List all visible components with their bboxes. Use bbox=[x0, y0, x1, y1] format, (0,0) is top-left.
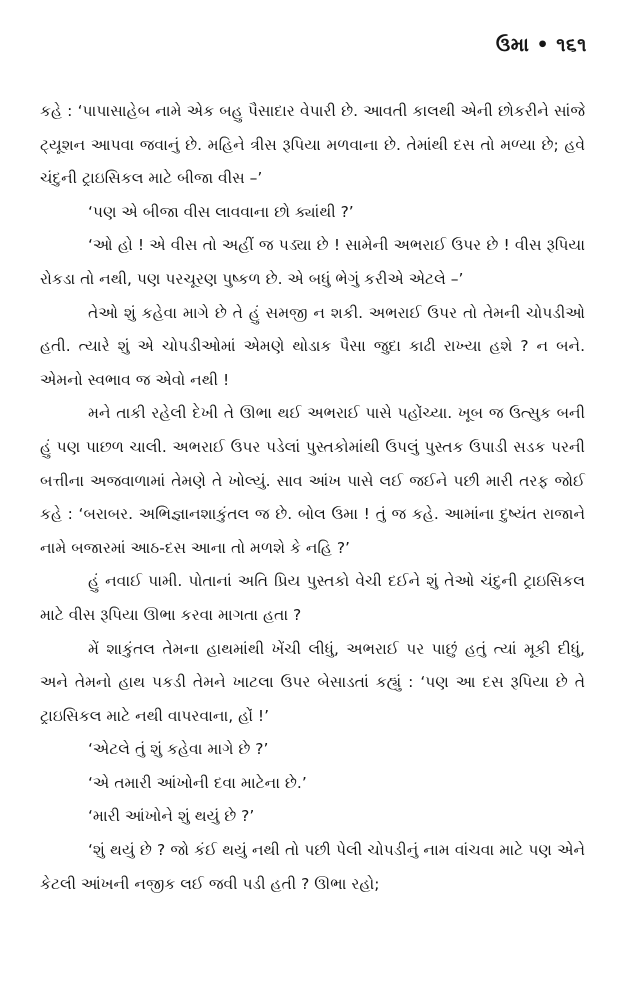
paragraph: ‘એ તમારી આંખોની દવા માટેના છે.’ bbox=[88, 773, 307, 792]
running-head: ઉમા • ૧૬૧ bbox=[495, 34, 587, 56]
paragraph: ‘પણ એ બીજા વીસ લાવવાના છો ક્યાંથી ?’ bbox=[88, 202, 354, 221]
paragraph: કહે : ‘પાપાસાહેબ નામે એક બહુ પૈસાદાર વેપારી છે. આવતી કાલથી એની છોકરીને સાંજે ટ્યૂશન આપવા જવાનું છે. મહિને ત્રીસ રૂપિયા મળવાના છે. તેમાંથી દસ તો મળ્યા છે; હવે ચંદુની ટ્રાઇસિકલ માટે બીજા વીસ –’ bbox=[40, 102, 585, 188]
paragraph: ‘શું થયું છે ? જો કંઈ થયું નથી તો પછી પેલી ચોપડીનું નામ વાંચવા માટે પણ એને કેટલી આંખની નજીક લઈ જવી પડી હતી ? ઊભા રહો; bbox=[40, 841, 585, 893]
paragraph: ‘મારી આંખોને શું થયું છે ?’ bbox=[88, 807, 255, 826]
paragraph: તેઓ શું કહેવા માગે છે તે હું સમજી ન શકી. અભરાઈ ઉપર તો તેમની ચોપડીઓ હતી. ત્યારે શું એ ચોપડીઓમાં એમણે થોડાક પૈસા જુદા કાઢી રાખ્યા હશે ? ન બને. એમનો સ્વભાવ જ એવો નથી ! bbox=[40, 303, 585, 389]
body-text bbox=[40, 95, 585, 901]
paragraph: મેં શાકુંતલ તેમના હાથમાંથી ખેંચી લીધું, અભરાઈ પર પાછું હતું ત્યાં મૂકી દીધું, અને તેમનો હાથ પકડી તેમને ખાટલા ઉપર બેસાડતાં કહ્યું : ‘પણ આ દસ રૂપિયા છે તે ટ્રાઇસિકલ માટે નથી વાપરવાના, હોં !’ bbox=[40, 639, 585, 725]
paragraph: ‘એટલે તું શું કહેવા માગે છે ?’ bbox=[88, 740, 269, 759]
paragraph: મને તાકી રહેલી દેખી તે ઊભા થઈ અભરાઈ પાસે પહોંચ્યા. ખૂબ જ ઉત્સુક બની હું પણ પાછળ ચાલી. અભરાઈ ઉપર પડેલાં પુસ્તકોમાંથી ઉપલું પુસ્તક ઉપાડી સડક પરની બત્તીના અજવાળામાં તેમણે તે ખોલ્યું. સાવ આંખ પાસે લઈ જઈને પછી મારી તરફ જોઈ કહે : ‘બરાબર. અભિજ્ઞાનશાકુંતલ જ છે. બોલ ઉમા ! તું જ કહે. આમાંના દુષ્યંત રાજાને નામે બજારમાં આઠ-દસ આના તો મળશે કે નહિ ?’ bbox=[40, 404, 585, 557]
paragraph: હું નવાઈ પામી. પોતાનાં અતિ પ્રિય પુસ્તકો વેચી દઈને શું તેઓ ચંદુની ટ્રાઇસિકલ માટે વીસ રૂપિયા ઊભા કરવા માગતા હતા ? bbox=[40, 572, 585, 624]
paragraph: ‘ઓ હો ! એ વીસ તો અહીં જ પડ્યા છે ! સામેની અભરાઈ ઉપર છે ! વીસ રૂપિયા રોકડા તો નથી, પણ પરચૂરણ પુષ્કળ છે. એ બધું ભેગું કરીએ એટલે –’ bbox=[40, 236, 585, 288]
